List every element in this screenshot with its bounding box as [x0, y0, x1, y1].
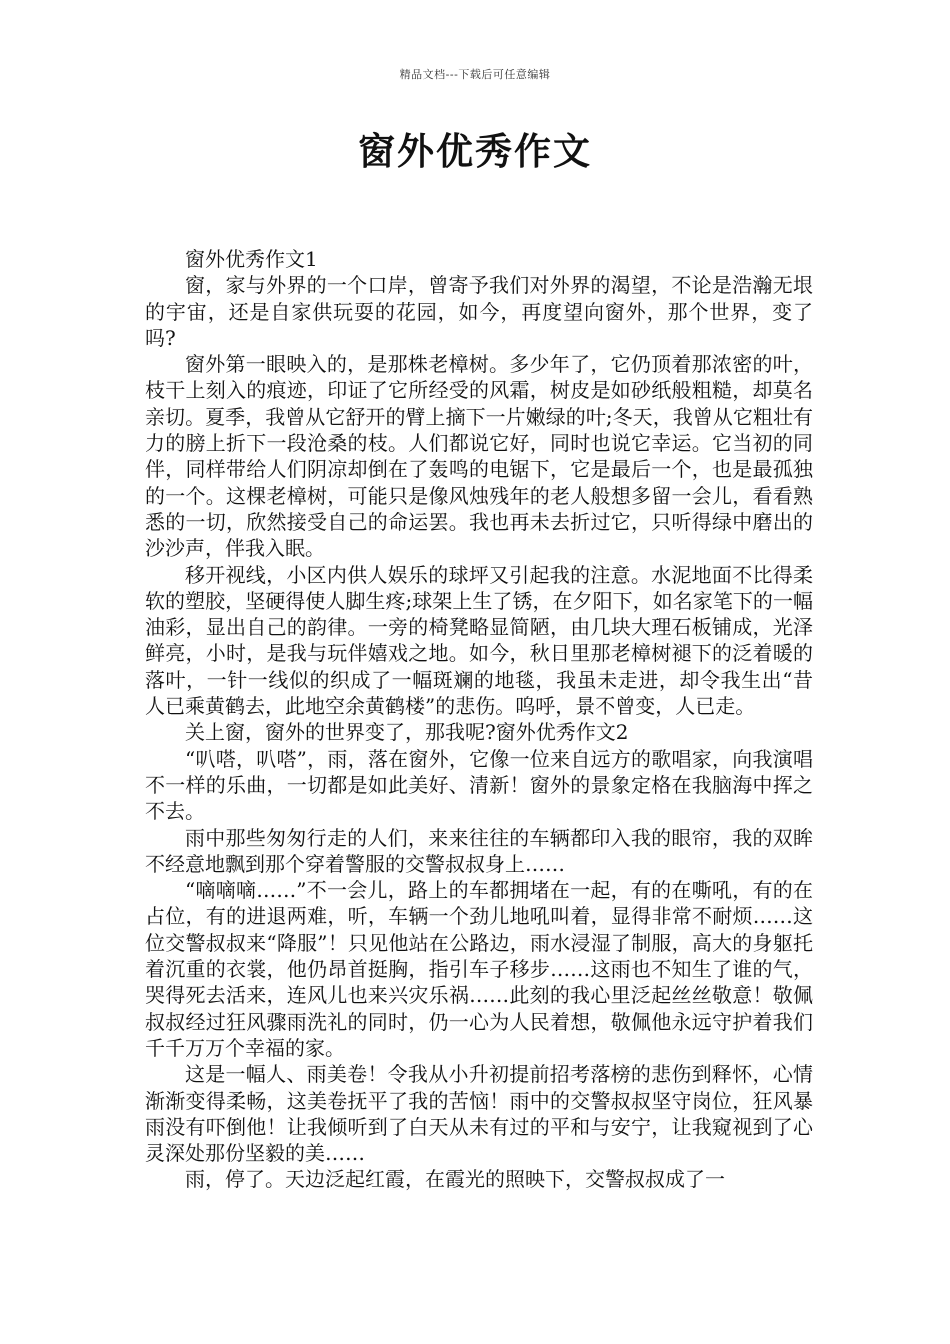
paragraph: 关上窗，窗外的世界变了，那我呢?窗外优秀作文2	[185, 720, 629, 745]
paragraph: 雨，停了。天边泛起红霞，在霞光的照映下，交警叔叔成了一	[185, 1167, 725, 1192]
header-note: 精品文档---下载后可任意编辑	[399, 68, 551, 81]
paragraph: 窗，家与外界的一个口岸，曾寄予我们对外界的渴望，不论是浩瀚无垠的宇宙，还是自家供玩耍的花园，如今，再度望向窗外，那个世界，变了吗?	[145, 273, 813, 350]
paragraph: 窗外第一眼映入的，是那株老樟树。多少年了，它仍顶着那浓密的叶，枝干上刻入的痕迹，印证了它所经受的风霜，树皮是如砂纸般粗糙，却莫名亲切。夏季，我曾从它舒开的臂上摘下一片嫩绿的叶;冬天，我曾从它粗壮有力的膀上折下一段沧桑的枝。人们都说它好，同时也说它幸运。它当初的同伴，同样带给人们阴凉却倒在了轰鸣的电锯下，它是最后一个，也是最孤独的一个。这棵老樟树，可能只是像风烛残年的老人般想多留一会儿，看看熟悉的一切，欣然接受自己的命运罢。我也再未去折过它，只听得绿中磨出的沙沙声，伴我入眠。	[145, 352, 813, 561]
paragraph: 这是一幅人、雨美卷！令我从小升初提前招考落榜的悲伤到释怀，心情渐渐变得柔畅，这美卷抚平了我的苦恼！雨中的交警叔叔坚守岗位，狂风暴雨没有吓倒他！让我倾听到了白天从未有过的平和与安宁，让我窥视到了心灵深处那份坚毅的美……	[145, 1062, 813, 1166]
article-body	[145, 246, 813, 1193]
paragraph: 雨中那些匆匆行走的人们，来来往往的车辆都印入我的眼帘，我的双眸不经意地飘到那个穿着警服的交警叔叔身上……	[145, 825, 813, 876]
paragraph: “叭嗒，叭嗒”，雨，落在窗外，它像一位来自远方的歌唱家，向我演唱不一样的乐曲，一切都是如此美好、清新！窗外的景象定格在我脑海中挥之不去。	[145, 746, 813, 824]
page-title: 窗外优秀作文	[358, 129, 592, 173]
paragraph: “嘀嘀嘀……”不一会儿，路上的车都拥堵在一起，有的在嘶吼，有的在占位，有的进退两难，听，车辆一个劲儿地吼叫着，显得非常不耐烦……这位交警叔叔来“降服”！只见他站在公路边，雨水浸湿了制服，高大的身躯托着沉重的衣裳，他仍昂首挺胸，指引车子移步……这雨也不知生了谁的气，哭得死去活来，连风儿也来兴灾乐祸……此刻的我心里泛起丝丝敬意！敬佩叔叔经过狂风骤雨洗礼的同时，仍一心为人民着想，敬佩他永远守护着我们千千万万个幸福的家。	[145, 878, 813, 1060]
paragraph: 窗外优秀作文1	[185, 247, 318, 271]
paragraph: 移开视线，小区内供人娱乐的球坪又引起我的注意。水泥地面不比得柔软的塑胶，坚硬得使人脚生疼;球架上生了锈，在夕阳下，如名家笔下的一幅油彩，显出自己的韵律。一旁的椅凳略显简陋，由几块大理石板铺成，光泽鲜亮，小时，是我与玩伴嬉戏之地。如今，秋日里那老樟树褪下的泛着暖的落叶，一针一线似的织成了一幅斑斓的地毯，我虽未走进，却令我生出“昔人已乘黄鹤去，此地空余黄鹤楼”的悲伤。呜呼，景不曾变，人已走。	[145, 562, 813, 719]
